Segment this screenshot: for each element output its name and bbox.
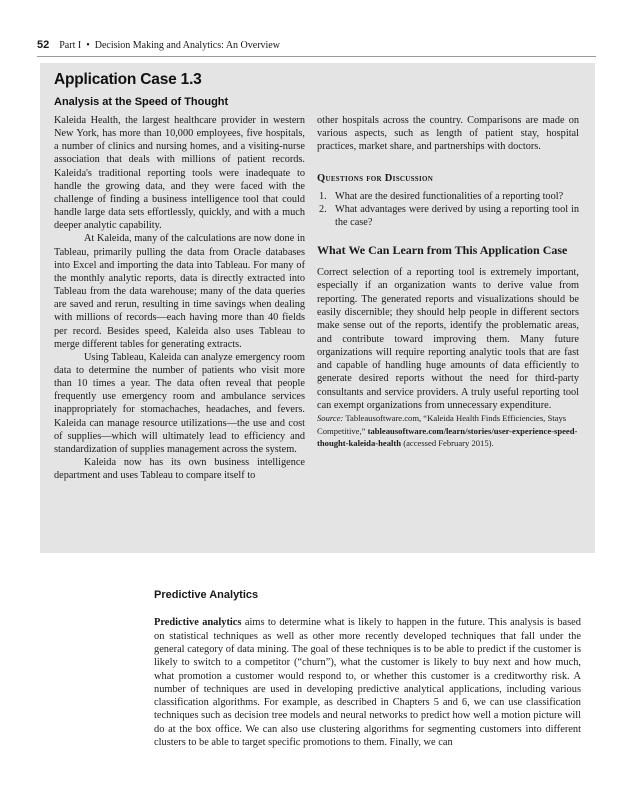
case-paragraph: Using Tableau, Kaleida can analyze emergency room data to determine the number of patients who visit more than 10 times a year. The data often reveal that people frequently use emergency room and ambulance services inappropriately for stomachaches, headaches, and fevers. Kaleida can manage resource utilizations—the use and cost of supplies—which will ultimately lead to efficiency and standardization of supplies management across the system. [54, 351, 305, 455]
case-paragraph: At Kaleida, many of the calculations are now done in Tableau, primarily pulling the data from Oracle databases into Excel and importing the data into Tableau. For many of the monthly analytic reports, data is directly extracted into Tableau from the data warehouse; many of the data queries are saved and rerun, resulting in time savings when dealing with millions of records—each having more than 40 fields per record. Besides speed, Kaleida also uses Tableau to merge different tables for generating extracts. [54, 233, 305, 350]
case-title: Application Case 1.3 [54, 71, 202, 88]
questions-list [317, 190, 579, 229]
case-paragraph: Kaleida Health, the largest healthcare provider in western New York, has more than 10,000 employees, five hospitals, a number of clinics and nursing homes, and a visiting-nurse association that deals with millions of patient records. Kaleida's traditional reporting tools were inadequate to handle the growing data, and they were faced with the challenge of finding a business intelligence tool that could handle large data sets effortlessly, quickly, and with a much deeper analytic capability. [54, 115, 305, 232]
question-text: What are the desired functionalities of a reporting tool? [335, 190, 564, 202]
question-number: 1. [319, 190, 327, 202]
source-url: tableausoftware.com/learn/stories/user-experience-speed-thought-kaleida-health [317, 425, 578, 449]
page-number: 52 [37, 39, 50, 51]
section-paragraph-text: aims to determine what is likely to happen in the future. This analysis is based on statistical techniques as well as other more recently developed techniques that fall under the general category of data mining. The goal of these techniques is to be able to predict if the customer is likely to switch to a competitor (“churn”), what the customer is likely to buy next and how much, what promotion a customer would respond to, or whether this customer is a creditworthy risk. A number of techniques are used in developing predictive analytical applications, including various classification algorithms. For example, as described in Chapters 5 and 6, we can use classification techniques such as decision tree models and neural networks to predict how well a motion picture will do at the box office. We can also use clustering algorithms for segmenting customers into different clusters to be able to target specific promotions to them. Finally, we can [154, 617, 581, 749]
section-paragraph [154, 616, 581, 749]
case-right-column [317, 114, 579, 450]
running-header [37, 37, 280, 53]
case-paragraph: other hospitals across the country. Comparisons are made on various aspects, such as length of patient stay, hospital practices, market share, and partnerships with doctors. [317, 115, 579, 153]
question-item [317, 203, 579, 229]
learn-heading: What We Can Learn from This Application Case [317, 243, 568, 258]
source-citation [317, 412, 579, 450]
part-label: Part I [59, 39, 82, 51]
case-paragraph: Kaleida now has its own business intelligence department and uses Tableau to compare itself to [54, 457, 305, 482]
header-rule [37, 56, 596, 57]
source-label: Source: [317, 413, 344, 424]
header-separator: • [86, 39, 90, 51]
part-title: Decision Making and Analytics: An Overview [94, 39, 280, 51]
source-text: Tableausoftware.com, “Kaleida Health Finds Efficiencies, Stays Competitive,” [317, 413, 567, 436]
application-case-box [40, 63, 595, 553]
key-term: Predictive analytics [154, 617, 242, 629]
questions-heading: Questions for Discussion [317, 173, 434, 185]
question-text: What advantages were derived by using a reporting tool in the case? [335, 203, 579, 228]
section-heading: Predictive Analytics [154, 589, 259, 601]
case-subtitle: Analysis at the Speed of Thought [54, 96, 229, 108]
source-accessed: (accessed February 2015). [403, 438, 494, 449]
question-number: 2. [319, 203, 327, 215]
question-item [317, 190, 579, 203]
case-left-column [54, 114, 305, 482]
learn-paragraph: Correct selection of a reporting tool is extremely important, especially if an organization wants to derive value from reporting. The generated reports and visualizations should be easily discernible; they should help people in different sectors make sense out of the reports, identify the problematic areas, and contribute toward improving them. Many future organizations will require reporting analytic tools that are fast and capable of handling huge amounts of data efficiently to generate desired reports without the need for third-party consultants and service providers. A truly useful reporting tool can exempt organizations from unnecessary expenditure. [317, 267, 579, 412]
